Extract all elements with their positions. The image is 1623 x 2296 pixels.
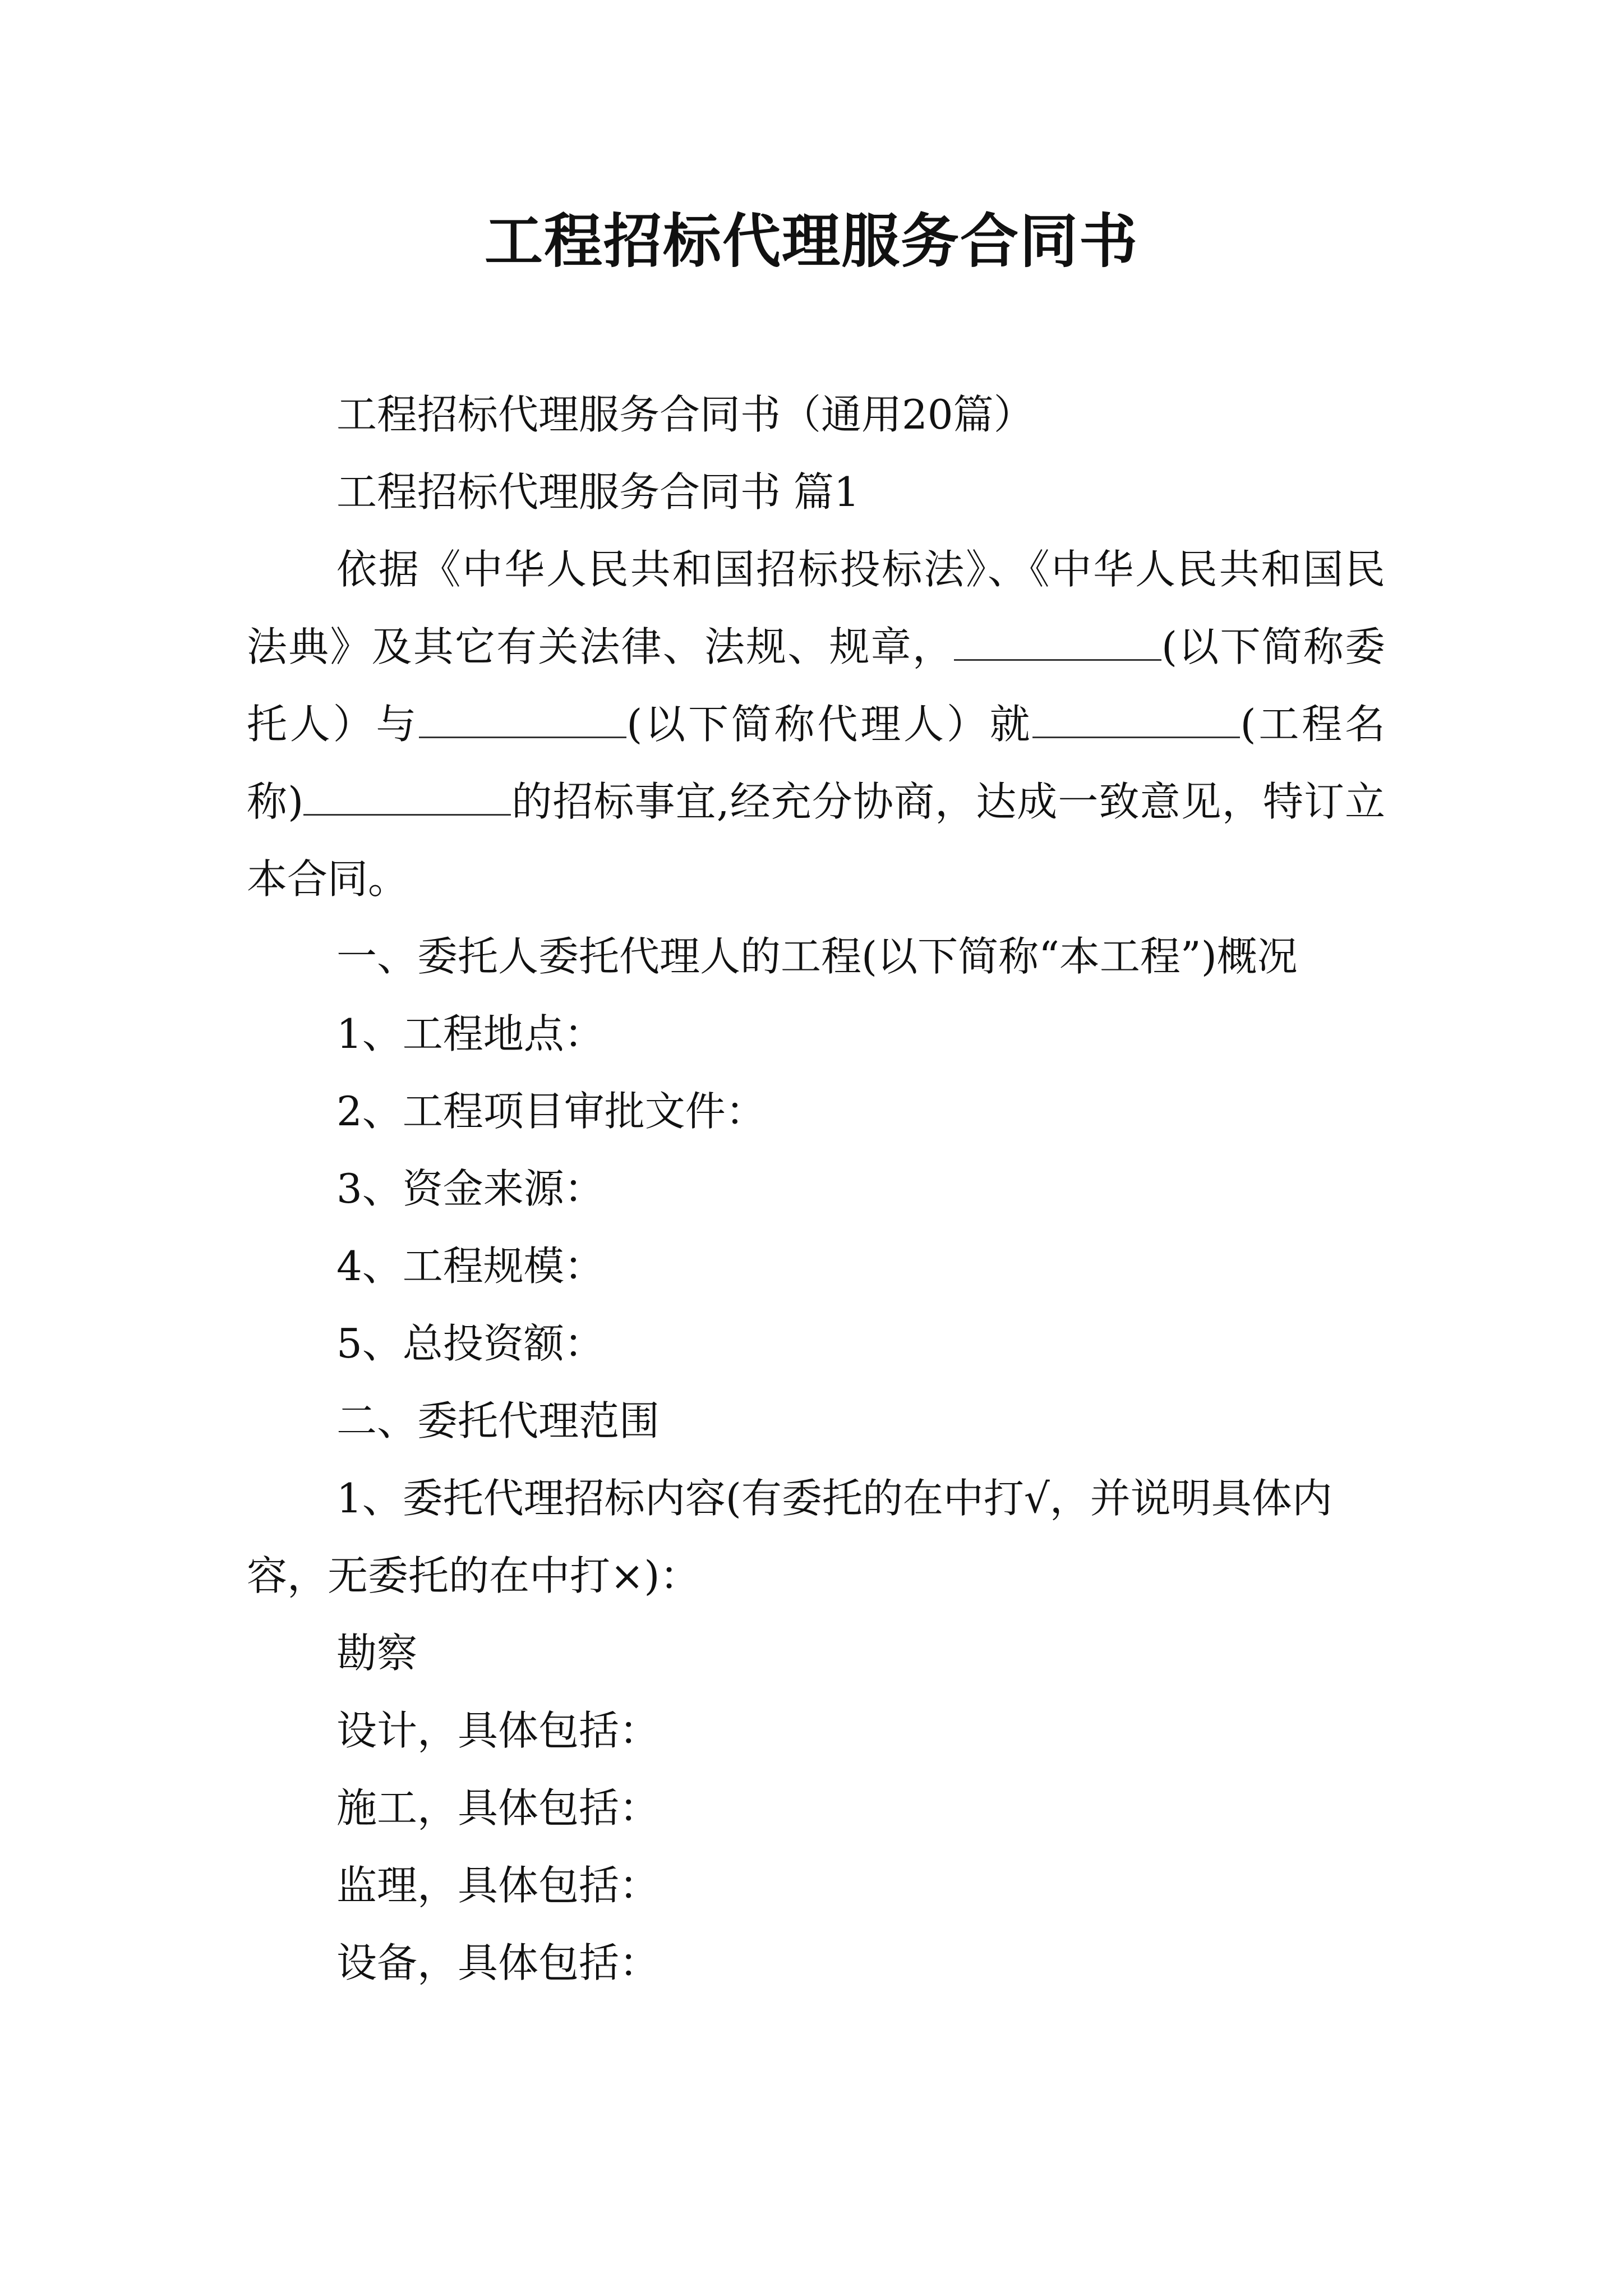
section-heading: 工程招标代理服务合同书 篇1 [336, 468, 860, 516]
intro-text-2: (以下简称委托人）与 [247, 623, 1385, 748]
clause1-item-investment: 5、总投资额： [336, 1320, 605, 1367]
agent-blank [419, 703, 626, 738]
option-design: 设计，具体包括： [336, 1707, 660, 1754]
clause2-item1: 1、委托代理招标内容(有委托的在中打√，并说明具体内容，无委托的在中打×)： [247, 1475, 1332, 1599]
clause1-item-location: 1、工程地点： [336, 1010, 605, 1057]
intro-text-1: 依据《中华人民共和国招标投标法》、《中华人民共和国民法典》及其它有关法律、法规、规章， [247, 546, 1385, 670]
option-supervision: 监理，具体包括： [336, 1862, 660, 1909]
clause1-item-scale: 4、工程规模： [336, 1243, 605, 1290]
clause2-heading: 二、委托代理范围 [336, 1397, 660, 1444]
clause1-item-funding: 3、资金来源： [336, 1165, 605, 1212]
intro-text-5: 的招标事宜,经充分协商，达成一致意见，特订立本合同。 [247, 778, 1386, 903]
intro-paragraph [247, 531, 1385, 918]
project-prefix-blank [1032, 703, 1240, 738]
subtitle: 工程招标代理服务合同书（通用20篇） [336, 391, 1034, 438]
clause1-item-approval: 2、工程项目审批文件： [336, 1088, 766, 1135]
option-equipment: 设备，具体包括： [336, 1939, 660, 1986]
clause1-heading: 一、委托人委托代理人的工程(以下简称“本工程”)概况 [336, 933, 1298, 980]
intro-text-4: (工程名称) [247, 701, 1385, 825]
document-body [247, 376, 1385, 2001]
project-name-blank [303, 780, 511, 816]
principal-blank [954, 625, 1161, 661]
option-survey: 勘察 [336, 1630, 418, 1677]
intro-text-3: (以下简称代理人）就 [626, 701, 1033, 748]
option-construction: 施工，具体包括： [336, 1784, 660, 1832]
document-title: 工程招标代理服务合同书 [484, 206, 1138, 275]
